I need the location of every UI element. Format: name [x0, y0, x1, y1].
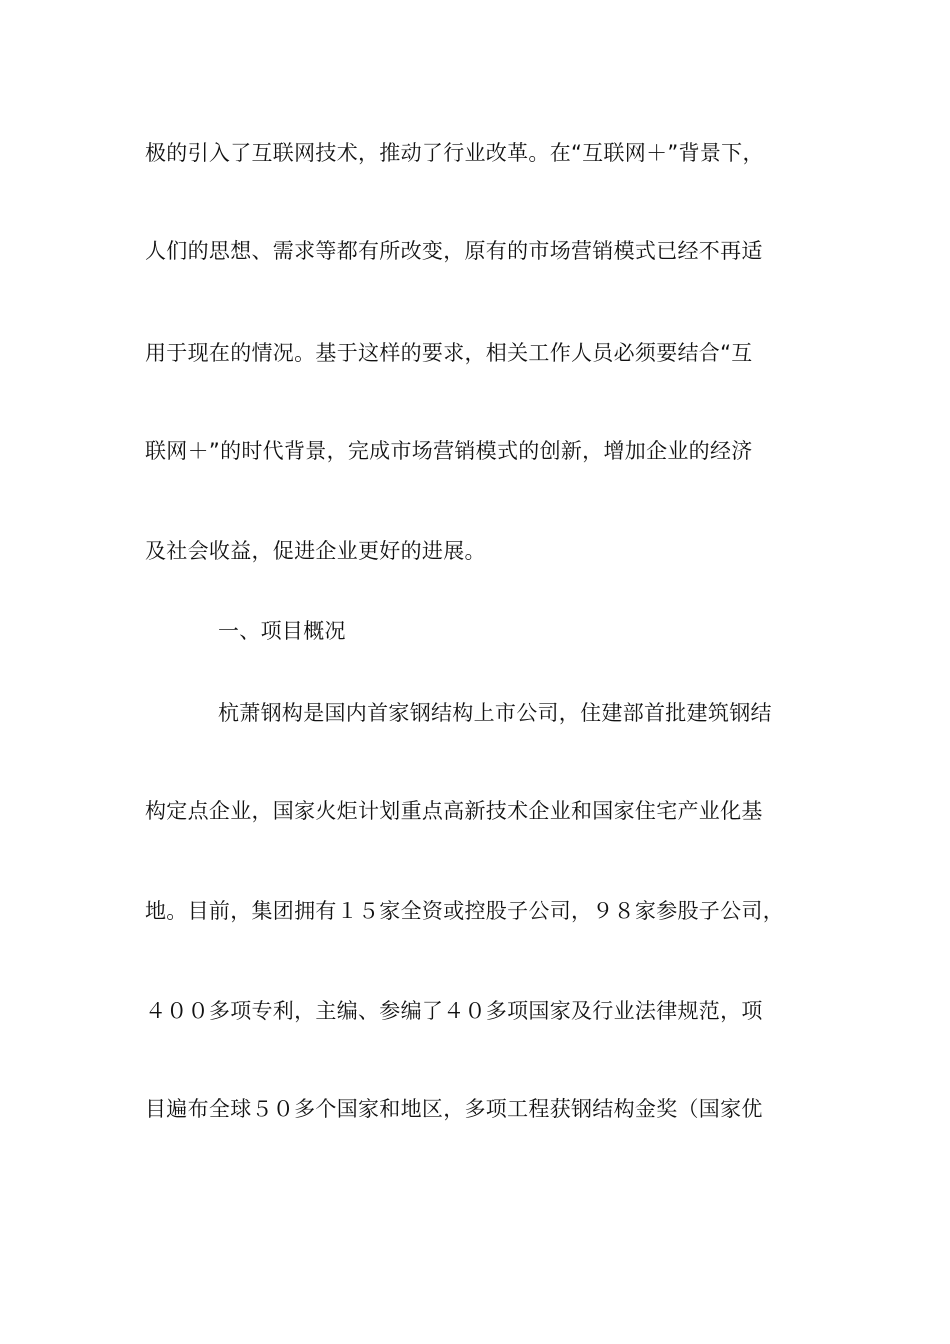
paragraph-line: 构定点企业，国家火炬计划重点高新技术企业和国家住宅产业化基 [145, 799, 763, 823]
paragraph-line: 用于现在的情况。基于这样的要求，相关工作人员必须要结合“互 [145, 341, 753, 365]
paragraph-line: ４００多项专利，主编、参编了４０多项国家及行业法律规范，项 [145, 999, 763, 1023]
paragraph-line: 及社会收益，促进企业更好的进展。 [145, 539, 486, 563]
paragraph-line: 杭萧钢构是国内首家钢结构上市公司，住建部首批建筑钢结 [218, 701, 772, 725]
paragraph-line: 极的引入了互联网技术，推动了行业改革。在“互联网＋”背景下， [145, 141, 764, 165]
paragraph-line: 联网＋”的时代背景，完成市场营销模式的创新，增加企业的经济 [145, 439, 753, 463]
paragraph-line: 目遍布全球５０多个国家和地区，多项工程获钢结构金奖（国家优 [145, 1097, 763, 1121]
paragraph-line: 人们的思想、需求等都有所改变，原有的市场营销模式已经不再适 [145, 239, 763, 263]
paragraph-line: 地。目前，集团拥有１５家全资或控股子公司，９８家参股子公司， [145, 899, 784, 923]
section-heading: 一、项目概况 [218, 619, 346, 643]
